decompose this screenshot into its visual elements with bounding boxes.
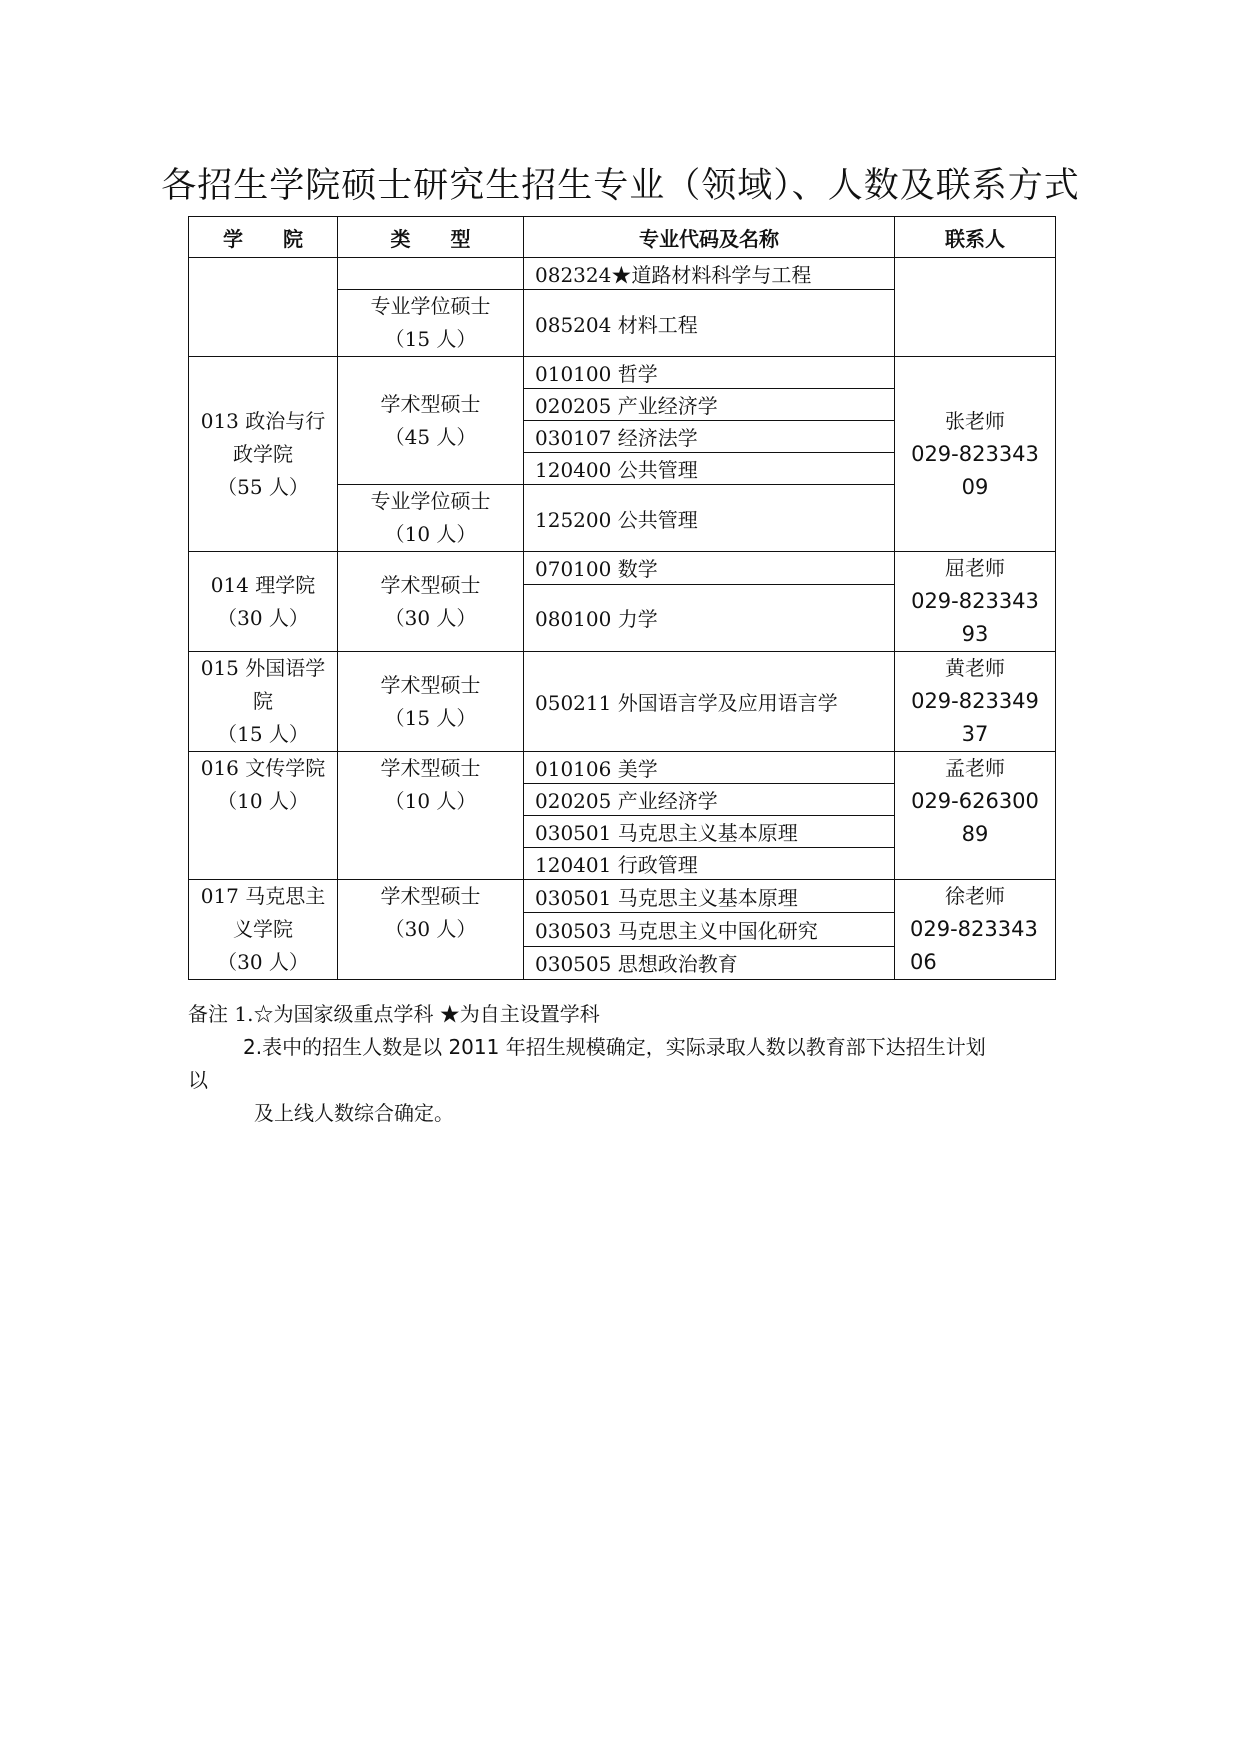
major-cell: 030503 马克思主义中国化研究 — [524, 913, 895, 946]
table-row — [189, 880, 1056, 913]
type-label: 学术型硕士 — [380, 756, 481, 780]
major-cell: 085204 材料工程 — [524, 290, 895, 357]
header-type: 类 型 — [338, 217, 524, 258]
table-row — [189, 752, 1056, 784]
college-cell — [189, 652, 338, 752]
contact-name: 黄老师 — [945, 656, 1005, 680]
major-cell: 030107 经济法学 — [524, 421, 895, 453]
major-cell: 120401 行政管理 — [524, 848, 895, 880]
contact-name: 孟老师 — [945, 756, 1005, 780]
contact-phone: 029-82334937 — [911, 689, 1039, 746]
major-cell: 010106 美学 — [524, 752, 895, 784]
major-cell: 080100 力学 — [524, 584, 895, 651]
major-cell: 030501 马克思主义基本原理 — [524, 816, 895, 848]
note-line-2: 2.表中的招生人数是以 2011 年招生规模确定，实际录取人数以教育部下达招生计划 — [243, 1035, 986, 1059]
major-cell: 125200 公共管理 — [524, 485, 895, 552]
type-count: （10 人） — [384, 789, 477, 813]
type-cell — [338, 880, 524, 980]
major-cell: 010100 哲学 — [524, 357, 895, 389]
contact-name: 张老师 — [945, 408, 1005, 433]
header-college: 学 院 — [189, 217, 338, 258]
contact-phone: 029-82334393 — [911, 589, 1039, 646]
college-name: 017 马克思主义学院 — [200, 884, 326, 941]
contact-phone: 029-62630089 — [911, 789, 1039, 846]
college-count: （10 人） — [217, 789, 309, 813]
note-line-2-wrap: 以 — [188, 1068, 208, 1092]
college-name: 014 理学院 — [210, 572, 316, 597]
college-count: （15 人） — [217, 722, 309, 746]
type-cell — [338, 652, 524, 752]
contact-cell — [895, 752, 1056, 880]
college-cell — [189, 552, 338, 652]
major-cell: 082324★道路材料科学与工程 — [524, 258, 895, 290]
table-row — [189, 258, 1056, 290]
contact-phone: 029-82334306 — [910, 917, 1038, 974]
type-count: （45 人） — [384, 424, 477, 449]
contact-name: 徐老师 — [945, 884, 1005, 908]
type-label: 专业学位硕士 — [370, 489, 491, 513]
type-cell — [338, 290, 524, 357]
contact-cell — [895, 552, 1056, 652]
table-row — [189, 357, 1056, 389]
type-label: 学术型硕士 — [380, 572, 481, 597]
type-count: （30 人） — [384, 605, 477, 630]
major-cell: 050211 外国语言学及应用语言学 — [524, 652, 895, 752]
major-cell: 120400 公共管理 — [524, 453, 895, 485]
contact-cell — [895, 652, 1056, 752]
header-contact: 联系人 — [895, 217, 1056, 258]
major-cell: 070100 数学 — [524, 552, 895, 585]
type-count: （10 人） — [384, 522, 477, 546]
major-cell: 030505 思想政治教育 — [524, 946, 895, 979]
header-major: 专业代码及名称 — [524, 217, 895, 258]
table-row — [189, 652, 1056, 752]
table-row — [189, 552, 1056, 585]
contact-cell — [895, 357, 1056, 552]
college-cell — [189, 258, 338, 357]
page-title: 各招生学院硕士研究生招生专业（领域）、人数及联系方式 — [161, 166, 1080, 206]
type-label: 学术型硕士 — [380, 884, 481, 908]
type-cell — [338, 552, 524, 652]
college-name: 013 政治与行政学院 — [200, 408, 326, 466]
enrollment-table — [188, 216, 1056, 980]
type-cell — [338, 752, 524, 880]
type-cell — [338, 258, 524, 290]
type-cell — [338, 485, 524, 552]
type-count: （30 人） — [384, 917, 477, 941]
type-label: 学术型硕士 — [380, 391, 481, 416]
college-count: （30 人） — [217, 605, 309, 630]
major-cell: 020205 产业经济学 — [524, 784, 895, 816]
college-cell — [189, 357, 338, 552]
contact-phone: 029-82334309 — [911, 441, 1039, 499]
college-count: （30 人） — [217, 950, 309, 974]
college-count: （55 人） — [217, 474, 309, 499]
major-cell: 020205 产业经济学 — [524, 389, 895, 421]
type-label: 专业学位硕士 — [370, 294, 491, 318]
contact-name: 屈老师 — [945, 556, 1005, 580]
college-cell — [189, 880, 338, 980]
major-cell: 030501 马克思主义基本原理 — [524, 880, 895, 913]
note-line-1: 备注 1.☆为国家级重点学科 ★为自主设置学科 — [188, 1002, 600, 1026]
type-count: （15 人） — [384, 705, 477, 730]
college-name: 015 外国语学院 — [200, 656, 326, 713]
type-cell — [338, 357, 524, 485]
note-line-3: 及上线人数综合确定。 — [254, 1101, 454, 1125]
table-header-row — [189, 217, 1056, 258]
college-name: 016 文传学院 — [200, 756, 326, 780]
contact-cell — [895, 880, 1056, 980]
type-count: （15 人） — [384, 327, 477, 351]
contact-cell — [895, 258, 1056, 357]
college-cell — [189, 752, 338, 880]
type-label: 学术型硕士 — [380, 672, 481, 697]
